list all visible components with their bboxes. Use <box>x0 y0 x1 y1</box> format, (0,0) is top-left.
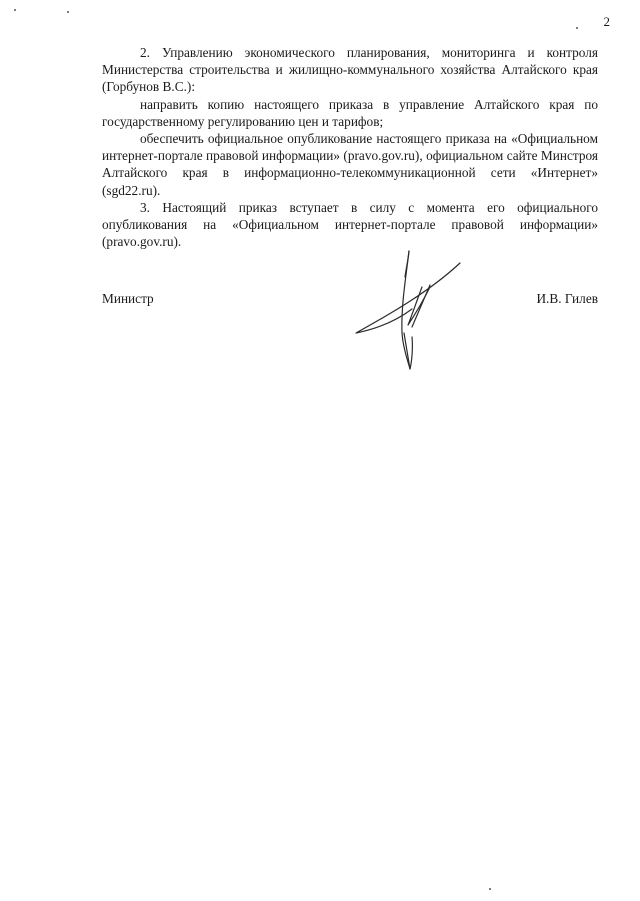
paragraph-item-3: 3. Настоящий приказ вступает в силу с момента его официального опубликования на «Официальном интернет-портале правовой информации» (pravo.gov.ru). <box>102 199 598 250</box>
scan-speck <box>489 888 491 890</box>
handwritten-signature-icon <box>352 247 470 372</box>
document-body <box>102 44 598 250</box>
scan-speck <box>14 9 16 11</box>
signer-name: И.В. Гилев <box>536 291 598 306</box>
paragraph-publication: обеспечить официальное опубликование настоящего приказа на «Официальном интернет-портале правовой информации» (pravo.gov.ru), официальном сайте Минстроя Алтайского края в информационно-телекоммуникационной сети «Интернет» (sgd22.ru). <box>102 131 598 198</box>
paragraph-item-2: 2. Управлению экономического планирования, мониторинга и контроля Министерства строительства и жилищно-коммунального хозяйства Алтайского края (Горбунов В.С.): <box>102 45 598 95</box>
signer-title: Министр <box>102 291 154 306</box>
page-number: 2 <box>603 14 610 29</box>
paragraph-send-copy: направить копию настоящего приказа в управление Алтайского края по государственному регулированию цен и тарифов; <box>102 96 598 129</box>
scan-speck <box>67 11 69 13</box>
scan-speck <box>576 27 578 29</box>
